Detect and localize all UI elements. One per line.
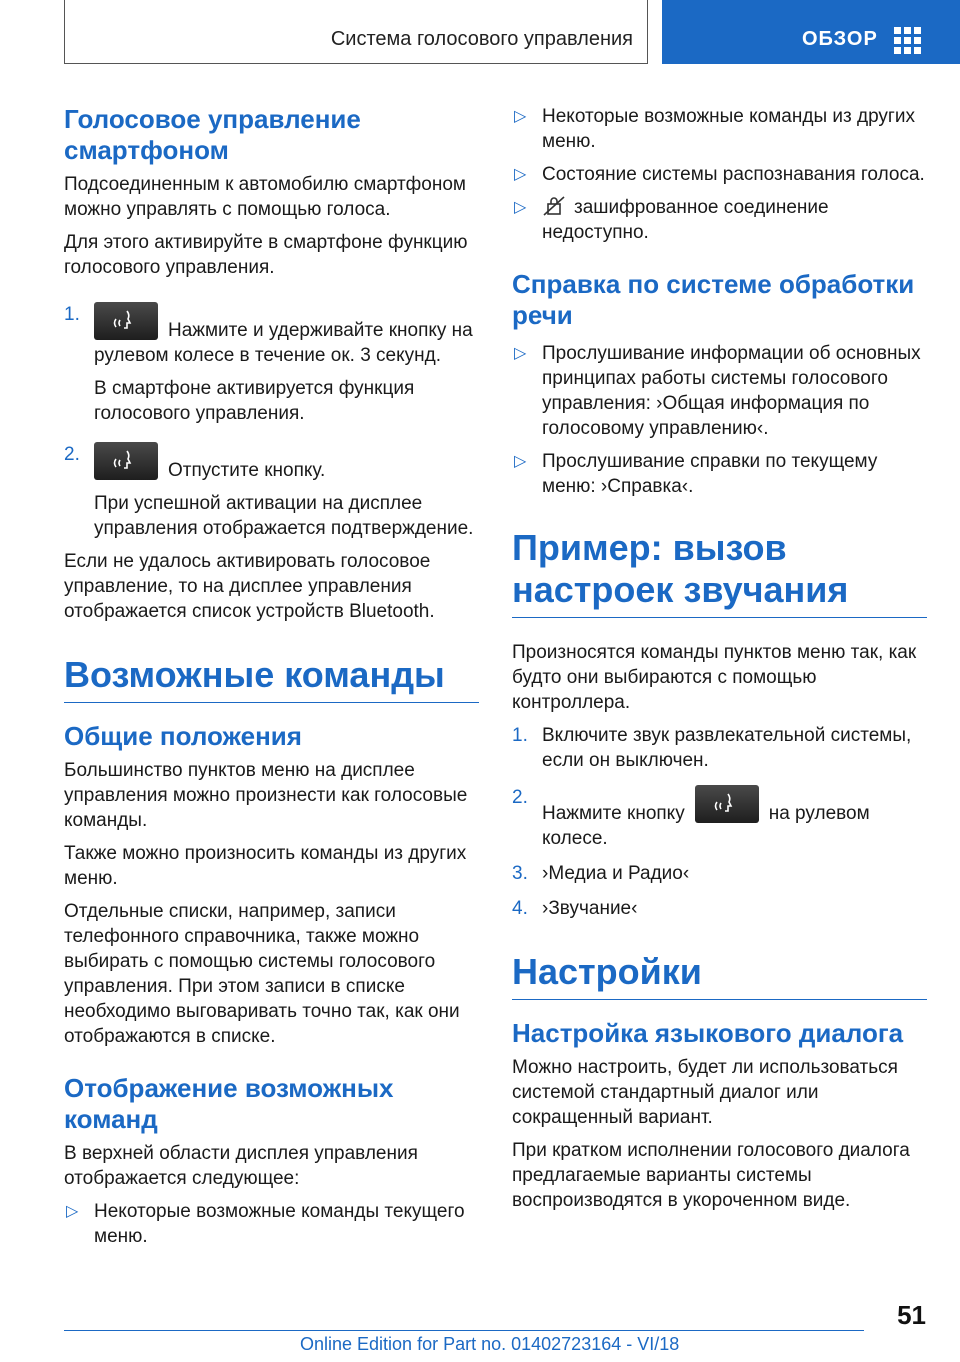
- list-item-text: Некоторые возможные команды из других меню.: [542, 106, 915, 152]
- bullet-triangle-icon: ▷: [514, 453, 527, 470]
- bullet-triangle-icon: ▷: [514, 108, 527, 125]
- bullet-triangle-icon: ▷: [66, 1203, 79, 1220]
- list-item-text: Состояние системы распознавания голоса.: [542, 164, 925, 185]
- list-item-text: Прослушивание информации об основных принципах работы системы голосового управления: ›Общая информация по голосовому управлению‹.: [542, 343, 921, 439]
- paragraph: При кратком исполнении голосового диалога предлагаемые варианты системы воспроизводятся в укороченном виде.: [512, 1140, 910, 1211]
- step-text: Нажмите и удерживайте кнопку на рулевом колесе в течение ок. 3 секунд.: [94, 320, 473, 366]
- paragraph: Произносятся команды пунктов меню так, как будто они выбираются с помощью контроллера.: [512, 642, 917, 713]
- list-item-text: Некоторые возможные команды текущего меню.: [94, 1201, 465, 1247]
- step-3: [512, 861, 927, 886]
- paragraph: Если не удалось активировать голосовое управление, то на дисплее управления отображается список устройств Bluetooth.: [64, 551, 435, 622]
- step-number: 4.: [512, 898, 528, 919]
- step-2: [512, 785, 927, 851]
- chapter-title-sound-example: Пример: вызов настроек звучания: [512, 527, 927, 618]
- list-item: [512, 162, 927, 187]
- list-item-text: Прослушивание справки по текущему меню: ›Справка‹.: [542, 451, 878, 497]
- section-title-dialog-settings: Настройка языкового диалога: [512, 1018, 904, 1048]
- step-number: 3.: [512, 863, 528, 884]
- header-box: [64, 0, 648, 64]
- footer-edition: Online Edition for Part no. 01402723164 - VI/18: [300, 1334, 680, 1354]
- paragraph: В верхней области дисплея управления отображается следующее:: [64, 1143, 418, 1189]
- voice-button-icon: [695, 785, 759, 823]
- encryption-unavailable-icon: [542, 195, 568, 217]
- list-item: [512, 341, 927, 441]
- list-item: [512, 449, 927, 499]
- chapter-title-commands: Возможные команды: [64, 654, 479, 703]
- footer-divider: [64, 1330, 864, 1331]
- bullet-triangle-icon: ▷: [514, 199, 527, 216]
- voice-button-icon: [94, 302, 158, 340]
- step-subtext: В смартфоне активируется функция голосового управления.: [94, 378, 415, 424]
- step-number: 1.: [512, 725, 528, 746]
- step-number: 1.: [64, 304, 80, 325]
- step-text: Нажмите кнопку: [542, 803, 685, 824]
- step-text: ›Медиа и Радио‹: [542, 863, 690, 884]
- step-text: Включите звук развлекательной системы, если он выключен.: [542, 725, 912, 771]
- paragraph: Для этого активируйте в смартфоне функцию голосового управления.: [64, 232, 468, 278]
- step-text: на рулевом колесе.: [542, 803, 870, 849]
- paragraph: Большинство пунктов меню на дисплее управления можно произнести как голосовые команды.: [64, 760, 468, 831]
- paragraph: Подсоединенным к автомобилю смартфоном можно управлять с помощью голоса.: [64, 174, 466, 220]
- step-2: [64, 442, 479, 541]
- list-item: [64, 1199, 479, 1249]
- paragraph: Можно настроить, будет ли использоваться системой стандартный диалог или сокращенный вариант.: [512, 1057, 898, 1128]
- page-number: 51: [897, 1300, 926, 1330]
- list-item: [512, 195, 927, 245]
- section-title-display-commands: Отображение возможных команд: [64, 1073, 394, 1134]
- section-title-general: Общие положения: [64, 721, 302, 751]
- header-title: Система голосового управления: [330, 28, 633, 50]
- step-number: 2.: [512, 787, 528, 808]
- step-subtext: При успешной активации на дисплее управления отображается подтверждение.: [94, 493, 474, 539]
- step-text: ›Звучание‹: [542, 898, 638, 919]
- step-1: [512, 723, 927, 773]
- right-column: [512, 104, 927, 1221]
- step-text: Отпустите кнопку.: [168, 460, 326, 481]
- list-item-text: зашифрованное соединение недоступно.: [542, 197, 829, 243]
- paragraph: Отдельные списки, например, записи телефонного справочника, также можно выбирать с помощью системы голосового управления. При этом записи в списке необходимо выговаривать точно так, как они отображаются в списке.: [64, 901, 460, 1047]
- list-item: [512, 104, 927, 154]
- bullet-triangle-icon: ▷: [514, 166, 527, 183]
- chapter-title-settings: Настройки: [512, 951, 927, 1000]
- voice-button-icon: [94, 442, 158, 480]
- section-title-smartphone-voice: Голосовое управление смартфоном: [64, 104, 361, 165]
- step-1: [64, 302, 479, 426]
- step-number: 2.: [64, 444, 80, 465]
- left-column: [64, 104, 479, 1257]
- header-tab-label: ОБЗОР: [802, 28, 878, 50]
- grid-icon: [894, 27, 922, 55]
- bullet-triangle-icon: ▷: [514, 345, 527, 362]
- paragraph: Также можно произносить команды из других меню.: [64, 843, 467, 889]
- step-4: [512, 896, 927, 921]
- header-tab-overview[interactable]: [662, 0, 960, 64]
- section-title-speech-help: Справка по системе обработки речи: [512, 269, 915, 330]
